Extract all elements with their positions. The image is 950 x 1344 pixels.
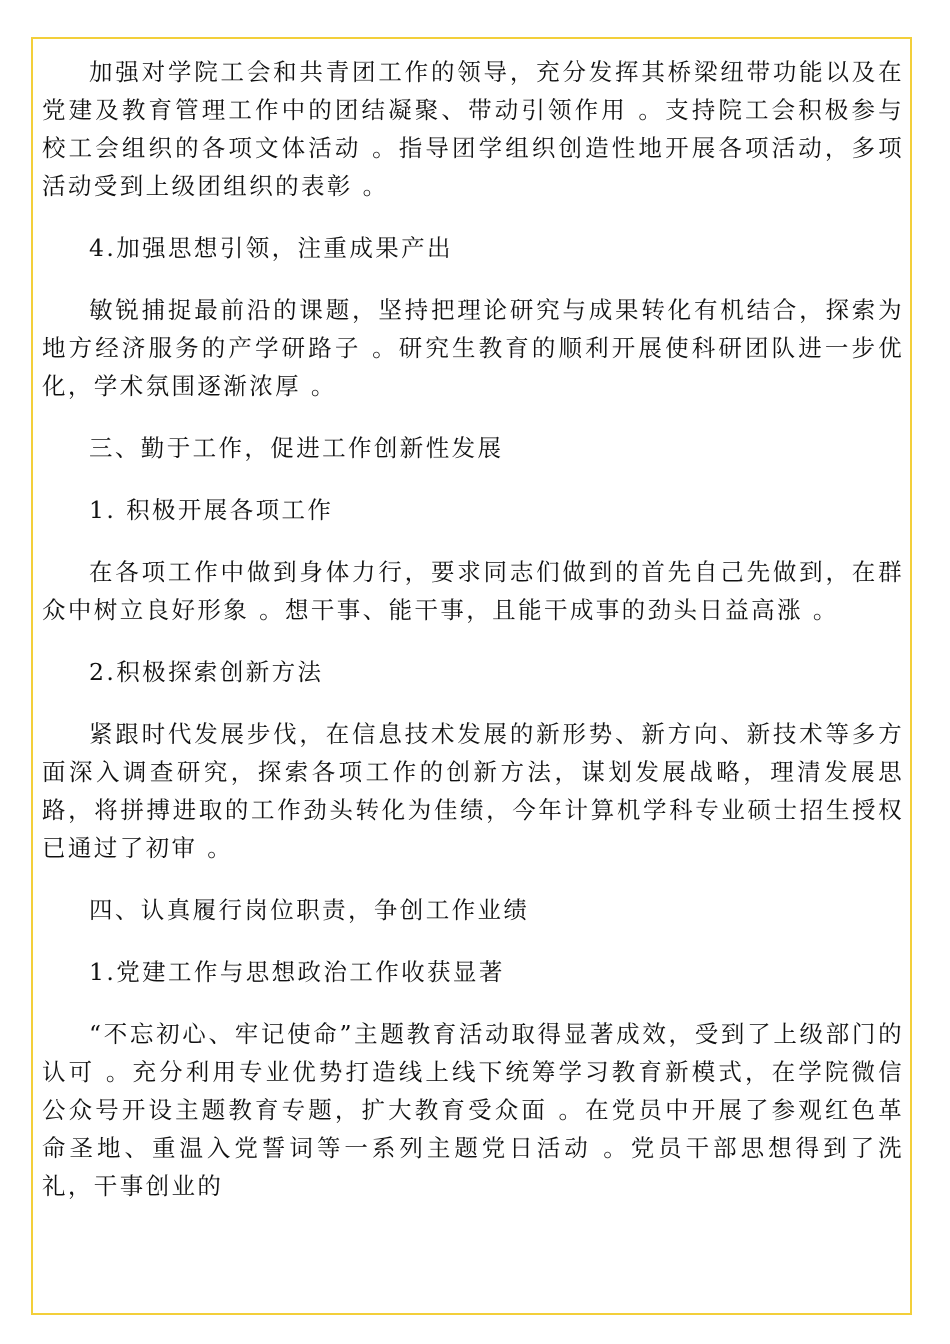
paragraph-theme-education: “不忘初心、牢记使命”主题教育活动取得显著成效，受到了上级部门的认可 。充分利用专业优势打造线上线下统筹学习教育新模式，在学院微信公众号开设主题教育专题，扩大教育受众面 。在党员中开展了参观红色革命圣地、重温入党誓词等一系列主题党日活动 。党员干部思想得到了洗礼，干事创业的	[42, 1020, 904, 1200]
document-body	[42, 53, 904, 1205]
spacer	[42, 267, 904, 291]
spacer	[42, 867, 904, 891]
spacer	[42, 205, 904, 229]
heading-innovation-methods: 2.积极探索创新方法	[89, 658, 324, 686]
heading-carry-out-work: 1. 积极开展各项工作	[89, 496, 334, 524]
page-border	[31, 37, 912, 1315]
spacer	[42, 991, 904, 1015]
heading-section-four: 四、认真履行岗位职责，争创工作业绩	[89, 896, 530, 924]
heading-section-three: 三、勤于工作，促进工作创新性发展	[89, 434, 504, 462]
spacer	[42, 629, 904, 653]
spacer	[42, 529, 904, 553]
spacer	[42, 467, 904, 491]
paragraph-lead-by-example: 在各项工作中做到身体力行，要求同志们做到的首先自己先做到，在群众中树立良好形象 。想干事、能干事，且能干成事的劲头日益高涨 。	[42, 558, 904, 624]
spacer	[42, 691, 904, 715]
paragraph-keep-pace: 紧跟时代发展步伐，在信息技术发展的新形势、新方向、新技术等多方面深入调查研究，探索各项工作的创新方法，谋划发展战略，理清发展思路，将拼搏进取的工作劲头转化为佳绩，今年计算机学科专业硕士招生授权已通过了初审 。	[42, 720, 904, 862]
paragraph-research: 敏锐捕捉最前沿的课题，坚持把理论研究与成果转化有机结合，探索为地方经济服务的产学研路子 。研究生教育的顺利开展使科研团队进一步优化，学术氛围逐渐浓厚 。	[42, 296, 904, 400]
heading-party-building: 1.党建工作与思想政治工作收获显著	[89, 958, 505, 986]
paragraph-union-league: 加强对学院工会和共青团工作的领导，充分发挥其桥梁纽带功能以及在党建及教育管理工作中的团结凝聚、带动引领作用 。支持院工会积极参与校工会组织的各项文体活动 。指导团学组织创造性地开展各项活动，多项活动受到上级团组织的表彰 。	[42, 58, 904, 200]
spacer	[42, 929, 904, 953]
spacer	[42, 405, 904, 429]
heading-thought-leadership: 4.加强思想引领，注重成果产出	[89, 234, 453, 262]
